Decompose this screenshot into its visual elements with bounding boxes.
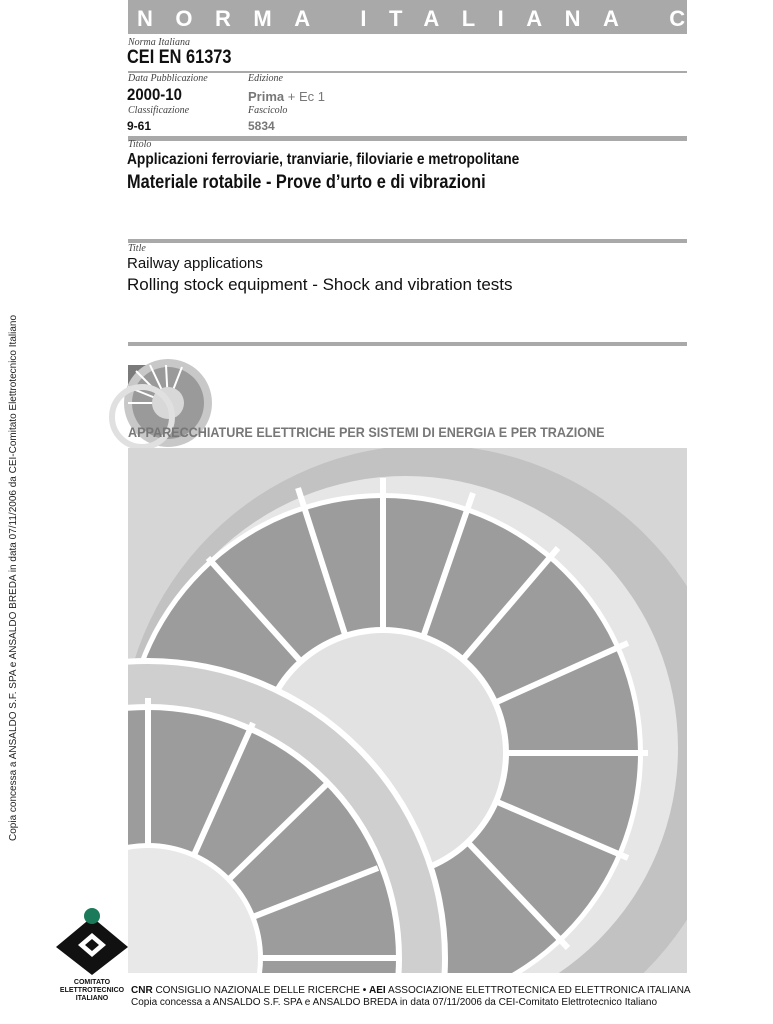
logo-line-3: ITALIANO: [75, 995, 109, 1002]
title-line-1: Railway applications: [127, 255, 263, 272]
title-label: Title: [128, 243, 146, 254]
norma-italiana-banner: NORMA ITALIANA CEI: [128, 0, 687, 34]
fascicolo-value: 5834: [248, 119, 275, 133]
cnr-abbrev: CNR: [131, 985, 153, 996]
data-pubblicazione-label: Data Pubblicazione: [128, 73, 208, 84]
classificazione-value: 9-61: [127, 119, 152, 133]
fascicolo-label: Fascicolo: [248, 105, 288, 116]
titolo-label: Titolo: [128, 139, 152, 150]
edizione-value: Prima: [248, 89, 285, 104]
footer-copyright: Copia concessa a ANSALDO S.F. SPA e ANSALDO BREDA in data 07/11/2006 da CEI-Comitato Elettrotecnico Italiano: [131, 997, 658, 1008]
edizione-extra: + Ec 1: [287, 89, 325, 104]
norma-code: CEI EN 61373: [127, 47, 232, 68]
aei-abbrev: AEI: [369, 985, 386, 996]
data-pubblicazione-value: 2000-10: [127, 85, 182, 104]
edizione-value-group: [248, 89, 325, 104]
norma-label: Norma Italiana: [128, 37, 190, 48]
classificazione-label: Classificazione: [128, 105, 190, 116]
title-line-2: Rolling stock equipment - Shock and vibration tests: [127, 275, 513, 294]
rule-top: [128, 71, 687, 73]
rule-title: [128, 239, 687, 243]
logo-line-2: ELETTROTECNICO: [59, 987, 125, 994]
rule-category: [128, 342, 687, 346]
side-copyright-text: Copia concessa a ANSALDO S.F. SPA e ANSALDO BREDA in data 07/11/2006 da CEI-Comitato Elettrotecnico Italiano: [8, 314, 19, 841]
category-thumbnail: [128, 365, 185, 418]
footer-organizations: [131, 985, 691, 996]
titolo-line-2: Materiale rotabile - Prove d’urto e di vibrazioni: [127, 172, 486, 193]
logo-line-1: COMITATO: [73, 979, 111, 986]
titolo-line-1: Applicazioni ferroviarie, tranviarie, filoviarie e metropolitane: [127, 151, 520, 168]
category-heading: APPARECCHIATURE ELETTRICHE PER SISTEMI DI ENERGIA E PER TRAZIONE: [128, 424, 605, 440]
wheel-illustration: [128, 448, 687, 973]
edizione-label: Edizione: [248, 73, 283, 84]
aei-name: ASSOCIAZIONE ELETTROTECNICA ED ELETTRONICA ITALIANA: [387, 985, 691, 996]
cnr-name: CONSIGLIO NAZIONALE DELLE RICERCHE: [155, 985, 360, 996]
cei-logo: [54, 905, 130, 977]
footer-bullet: •: [362, 985, 367, 996]
rule-titolo: [128, 136, 687, 141]
